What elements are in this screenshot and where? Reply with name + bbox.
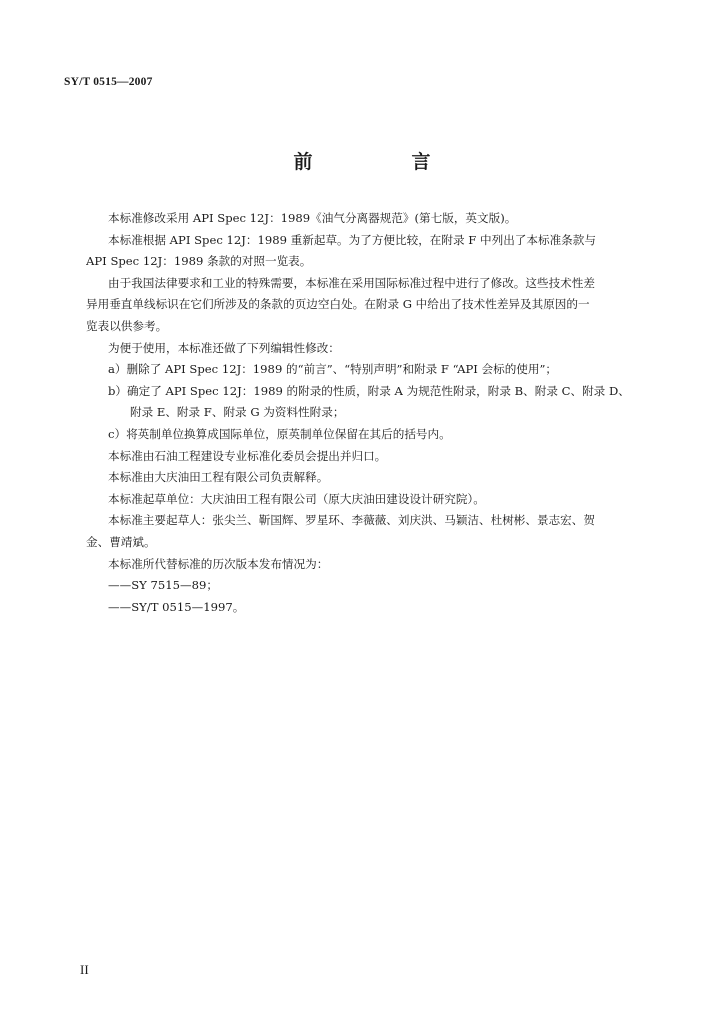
- text-line: b）确定了 API Spec 12J：1989 的附录的性质，附录 A 为规范性附录，附录 B、附录 C、附录 D、: [108, 383, 630, 398]
- text-line: 本标准起草单位：大庆油田工程有限公司（原大庆油田建设设计研究院）。: [108, 491, 485, 506]
- page-title: 前 言: [293, 151, 471, 173]
- text-line: 本标准由石油工程建设专业标准化委员会提出并归口。: [108, 448, 387, 463]
- text-line: 金、曹靖斌。: [86, 534, 156, 549]
- text-line: 异用垂直单线标识在它们所涉及的条款的页边空白处。在附录 G 中给出了技术性差异及其原因的一: [86, 297, 590, 312]
- text-line: a）删除了 API Spec 12J：1989 的“前言”、“特别声明”和附录 F “API 会标的使用”；: [108, 362, 558, 377]
- text-line: ——SY/T 0515—1997。: [108, 599, 245, 614]
- text-line: 本标准主要起草人：张尖兰、靳国辉、罗星环、李薇薇、刘庆洪、马颖洁、杜树彬、景志宏、贺: [108, 513, 595, 528]
- text-line: 本标准所代替标准的历次版本发布情况为：: [108, 556, 329, 571]
- text-line: API Spec 12J：1989 条款的对照一览表。: [86, 254, 312, 269]
- text-line: 本标准由大庆油田工程有限公司负责解释。: [108, 470, 329, 485]
- foreword-body: [86, 208, 644, 618]
- standard-code: SY/T 0515—2007: [64, 76, 153, 88]
- text-line: 为便于使用，本标准还做了下列编辑性修改：: [108, 340, 340, 355]
- text-line: 附录 E、附录 F、附录 G 为资料性附录；: [130, 405, 345, 420]
- text-line: 本标准根据 API Spec 12J：1989 重新起草。为了方便比较，在附录 F 中列出了本标准条款与: [108, 232, 596, 247]
- text-line: 由于我国法律要求和工业的特殊需要，本标准在采用国际标准过程中进行了修改。这些技术性差: [108, 275, 595, 290]
- text-line: c）将英制单位换算成国际单位，原英制单位保留在其后的括号内。: [108, 426, 451, 441]
- text-line: ——SY 7515—89；: [108, 578, 218, 593]
- page-number: II: [80, 962, 89, 977]
- text-line: 本标准修改采用 API Spec 12J：1989《油气分离器规范》(第七版，英文版)。: [108, 211, 517, 225]
- text-line: 览表以供参考。: [86, 318, 168, 333]
